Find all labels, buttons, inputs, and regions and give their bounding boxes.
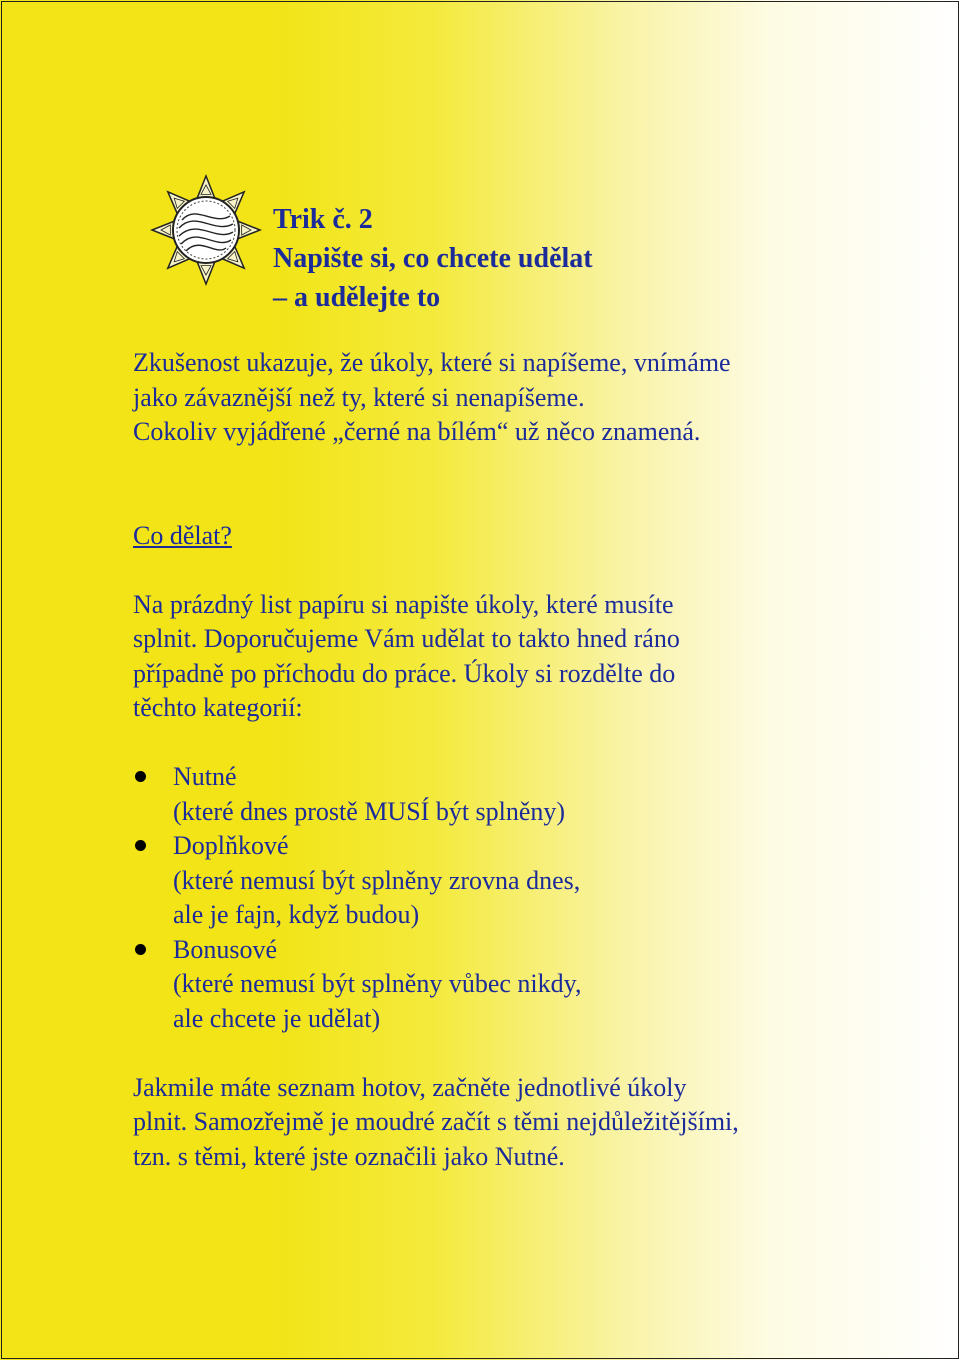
intro-paragraph: Zkušenost ukazuje, že úkoly, které si napíšeme, vnímáme jako závaznější než ty, které si nenapíšeme. Cokoliv vyjádřené „černé na bílém“ už něco znamená. [133, 348, 731, 446]
category-list [133, 760, 853, 1036]
instructions-paragraph: Na prázdný list papíru si napište úkoly, které musíte splnit. Doporučujeme Vám udělat to takto hned ráno případně po příchodu do práce. Úkoly si rozdělte do těchto kategorií: [133, 589, 680, 722]
bullet-icon [135, 944, 146, 955]
category-name: Bonusové [173, 934, 277, 964]
content-body [133, 346, 853, 1174]
bullet-icon [135, 840, 146, 851]
bullet-icon [135, 771, 146, 782]
category-note: (které nemusí být splněny vůbec nikdy, ale chcete je udělat) [173, 969, 582, 1033]
list-item [133, 829, 853, 933]
category-name: Doplňkové [173, 831, 289, 860]
category-note: (které nemusí být splněny zrovna dnes, ale je fajn, když budou) [173, 865, 581, 929]
category-name: Nutné [173, 762, 237, 791]
co-delat-link[interactable]: Co dělat? [133, 520, 232, 550]
category-note: (které dnes prostě MUSÍ být splněny) [173, 796, 566, 826]
list-item [133, 760, 853, 829]
question-paragraph [133, 484, 853, 553]
list-item [133, 933, 853, 1037]
sun-yin-yang-icon [150, 174, 262, 286]
title-line-main: Napište si, co chcete udělat [273, 243, 593, 274]
title-block [273, 200, 593, 317]
title-line-sub: – a udělejte to [273, 282, 441, 313]
closing-paragraph: Jakmile máte seznam hotov, začněte jednotlivé úkoly plnit. Samozřejmě je moudré začít s těmi nejdůležitějšími, tzn. s těmi, které jste označili jako Nutné. [133, 1072, 739, 1171]
title-line-trick-number: Trik č. 2 [273, 204, 373, 235]
